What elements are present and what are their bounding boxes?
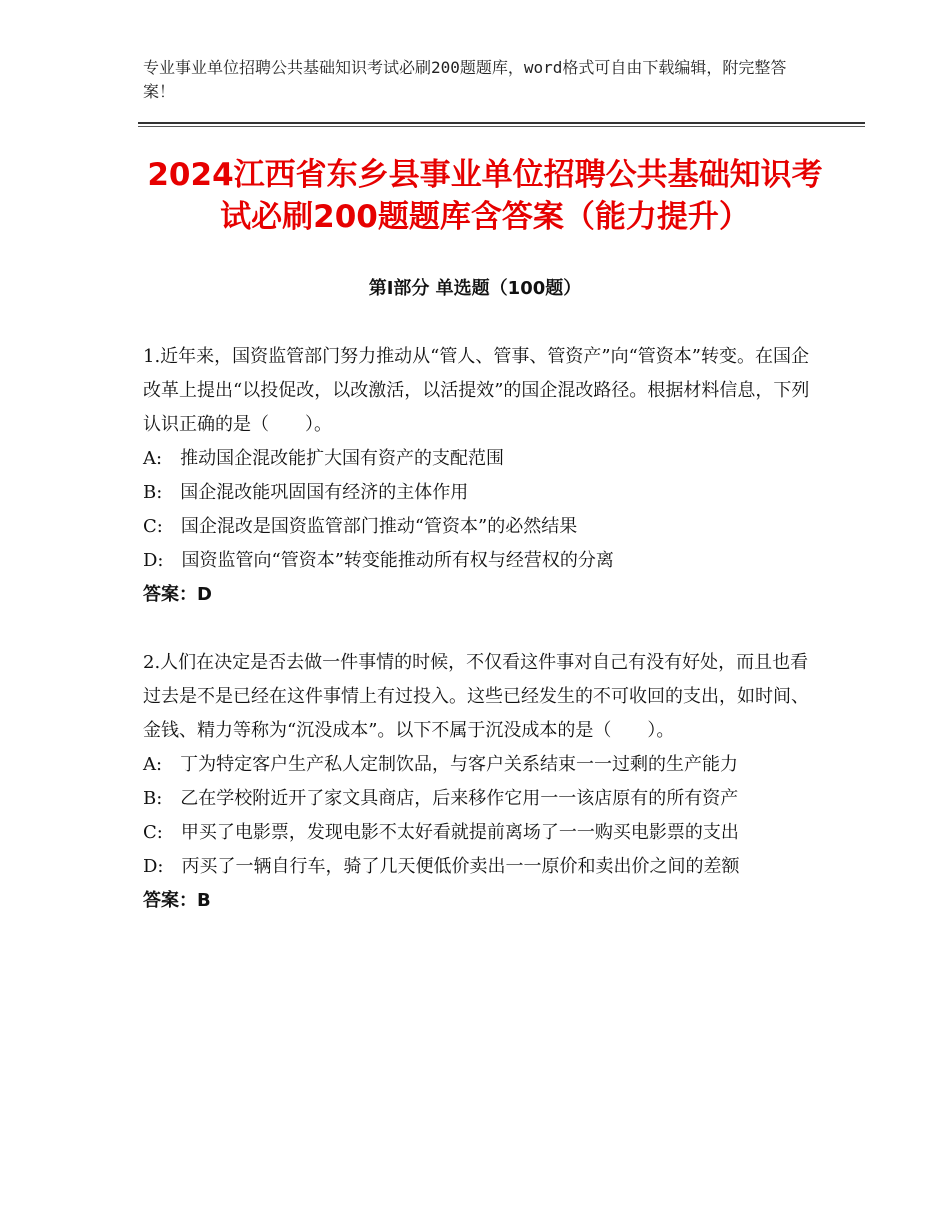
option-c: C: 甲买了电影票，发现电影不太好看就提前离场了一一购买电影票的支出 bbox=[143, 822, 739, 843]
question-1 bbox=[143, 340, 813, 612]
option-a: A: 丁为特定客户生产私人定制饮品，与客户关系结束一一过剩的生产能力 bbox=[143, 754, 739, 775]
header-divider-thin bbox=[138, 126, 865, 127]
header-divider bbox=[138, 122, 865, 124]
option-a: A: 推动国企混改能扩大国有资产的支配范围 bbox=[143, 448, 505, 469]
question-stem: 1.近年来，国资监管部门努力推动从“管人、管事、管资产”向“管资本”转变。在国企改革上提出“以投促改，以改激活，以活提效”的国企混改路径。根据材料信息，下列认识正确的是（ ）。 bbox=[143, 346, 810, 435]
option-d: D: 国资监管向“管资本”转变能推动所有权与经营权的分离 bbox=[143, 550, 614, 571]
option-d: D: 丙买了一辆自行车，骑了几天便低价卖出一一原价和卖出价之间的差额 bbox=[143, 856, 740, 877]
header-note: 专业事业单位招聘公共基础知识考试必刷200题题库，word格式可自由下载编辑，附完整答案！ bbox=[143, 58, 787, 101]
option-b: B: 乙在学校附近开了家文具商店，后来移作它用一一该店原有的所有资产 bbox=[143, 788, 739, 809]
option-b: B: 国企混改能巩固国有经济的主体作用 bbox=[143, 482, 469, 503]
answer-label: 答案：B bbox=[143, 890, 211, 911]
document-title: 2024江西省东乡县事业单位招聘公共基础知识考试必刷200题题库含答案（能力提升） bbox=[147, 157, 823, 235]
section-heading: 第Ⅰ部分 单选题（100题） bbox=[368, 278, 582, 299]
answer-label: 答案：D bbox=[143, 584, 212, 605]
option-c: C: 国企混改是国资监管部门推动“管资本”的必然结果 bbox=[143, 516, 578, 537]
question-stem: 2.人们在决定是否去做一件事情的时候，不仅看这件事对自己有没有好处，而且也看过去是不是已经在这件事情上有过投入。这些已经发生的不可收回的支出，如时间、金钱、精力等称为“沉没成本”。以下不属于沉没成本的是（ ）。 bbox=[143, 652, 809, 741]
question-2 bbox=[143, 646, 813, 918]
